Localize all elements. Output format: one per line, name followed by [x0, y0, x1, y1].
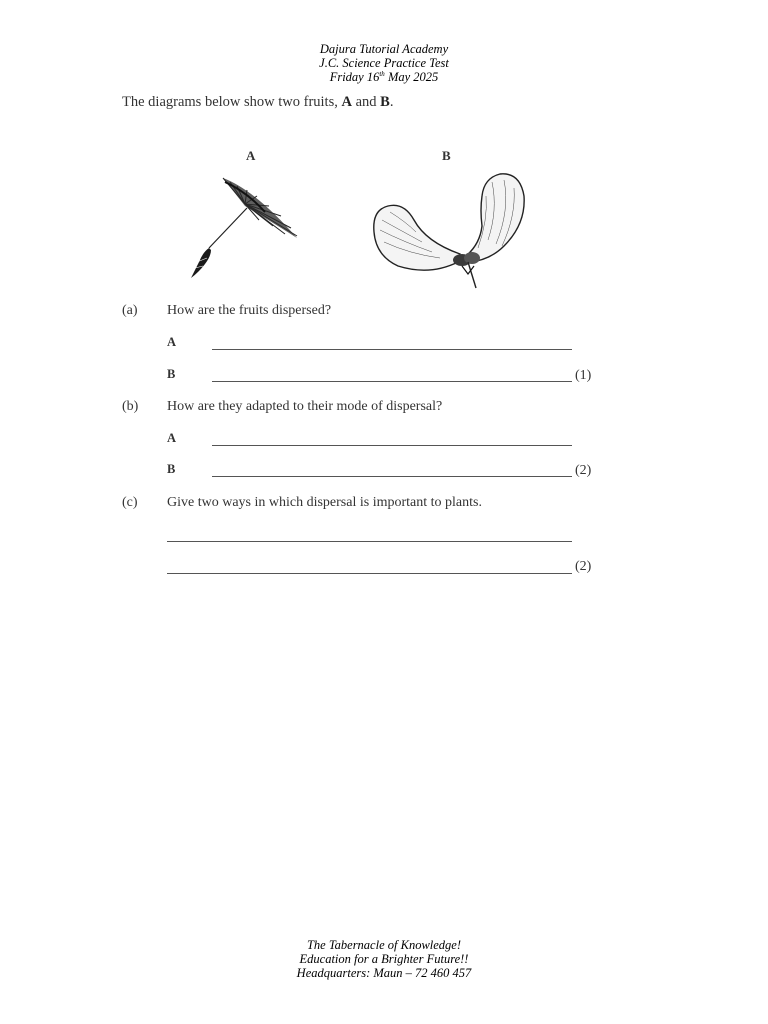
question-a-marks: (1)	[575, 368, 592, 383]
question-a-answer-b-line[interactable]	[212, 381, 572, 382]
question-b-number: (b)	[122, 399, 139, 414]
question-a-number: (a)	[122, 303, 138, 318]
question-intro: The diagrams below show two fruits, A and B.	[122, 94, 394, 110]
fruit-b-winged-drawing	[370, 170, 530, 295]
footer-motto: The Tabernacle of Knowledge!	[306, 938, 462, 952]
question-a-answer-b-label: B	[167, 367, 176, 381]
question-b-answer-b-line[interactable]	[212, 476, 572, 477]
question-b-answer-a-label: A	[167, 431, 177, 445]
question-b-text: How are they adapted to their mode of dispersal?	[167, 399, 443, 414]
question-a-answer-a-label: A	[167, 335, 177, 349]
question-c-text: Give two ways in which dispersal is important to plants.	[167, 495, 482, 510]
fruit-b-label: B	[442, 148, 451, 163]
test-title: J.C. Science Practice Test	[319, 56, 449, 70]
school-name: Dajura Tutorial Academy	[319, 42, 449, 56]
question-a-text: How are the fruits dispersed?	[167, 303, 332, 318]
question-c-answer-line-2[interactable]	[167, 573, 572, 574]
question-b-marks: (2)	[575, 463, 592, 478]
fruit-a-parachute-drawing	[185, 172, 310, 282]
question-c-number: (c)	[122, 495, 138, 510]
question-c-marks: (2)	[575, 559, 592, 574]
document-header	[0, 42, 768, 84]
footer-contact: Headquarters: Maun – 72 460 457	[296, 966, 472, 980]
question-c-answer-line-1[interactable]	[167, 541, 572, 542]
question-b-answer-a-line[interactable]	[212, 445, 572, 446]
document-footer	[0, 938, 768, 980]
question-a-answer-a-line[interactable]	[212, 349, 572, 350]
footer-slogan: Education for a Brighter Future!!	[299, 952, 469, 966]
fruit-a-label: A	[246, 148, 256, 163]
test-date: Friday 16th May 2025	[329, 69, 439, 84]
question-b-answer-b-label: B	[167, 462, 176, 476]
